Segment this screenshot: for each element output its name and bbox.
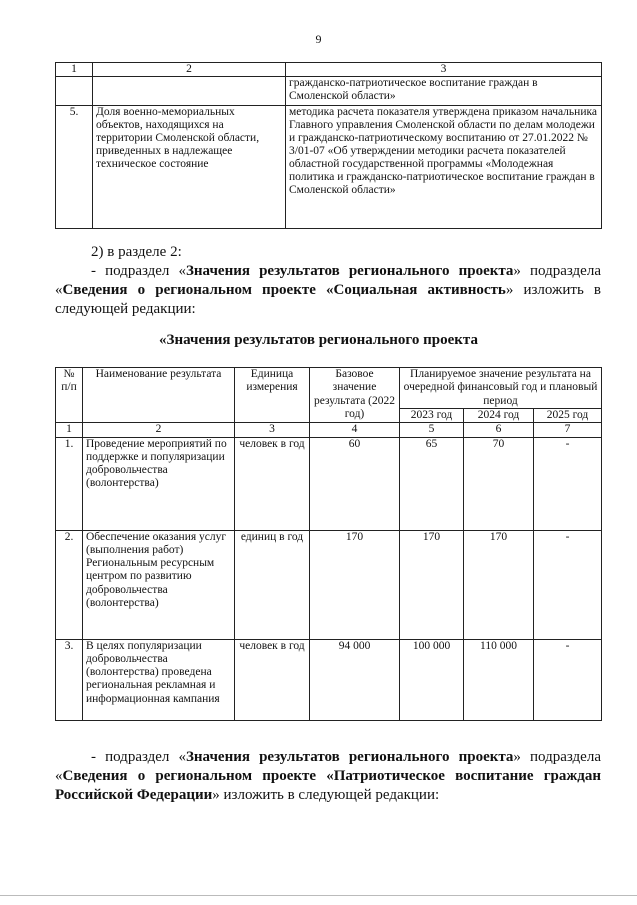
header-year: 2025 год xyxy=(534,409,602,423)
header-planned: Планируемое значение результата на очередной финансовый год и плановый период xyxy=(400,368,602,409)
row-number: 2. xyxy=(56,530,83,639)
table-heading: «Значения результатов регионального проекта xyxy=(159,332,478,348)
header-num: № п/п xyxy=(56,368,83,423)
result-2024: 170 xyxy=(464,530,534,639)
table-row xyxy=(56,77,602,106)
result-base: 60 xyxy=(310,437,400,530)
paragraph-bold: Значения результатов регионального проекта xyxy=(186,263,514,279)
paragraph-text: » изложить в следующей редакции: xyxy=(212,787,440,803)
result-2025: - xyxy=(534,530,602,639)
indicator-name: Доля военно-мемориальных объектов, находящихся на территории Смоленской области, приведенных в надлежащее техническое состояние xyxy=(93,106,286,229)
table-cell xyxy=(56,77,93,106)
paragraph-text: » подраздела « xyxy=(55,263,601,298)
column-number: 7 xyxy=(534,423,602,437)
paragraph-bold: Сведения о региональном проекте «Социальная активность xyxy=(62,282,506,298)
column-number: 4 xyxy=(310,423,400,437)
table-cell: гражданско-патриотическое воспитание граждан в Смоленской области» xyxy=(286,77,602,106)
results-table xyxy=(55,367,602,721)
result-name: Обеспечение оказания услуг (выполнения работ) Региональным ресурсным центром по развитию добровольчества (волонтерства) xyxy=(83,530,235,639)
table-row xyxy=(56,530,602,639)
paragraph-text: - подраздел « xyxy=(91,263,186,279)
column-number: 3 xyxy=(235,423,310,437)
header-year: 2023 год xyxy=(400,409,464,423)
header-base: Базовое значение результата (2022 год) xyxy=(310,368,400,423)
row-number: 5. xyxy=(56,106,93,229)
paragraph-bold: Сведения о региональном проекте «Патриотическое воспитание граждан Российской Федерации xyxy=(55,768,601,803)
paragraph-text: » изложить в следующей редакции: xyxy=(55,282,602,317)
result-2023: 100 000 xyxy=(400,639,464,720)
table-row xyxy=(56,639,602,720)
result-2023: 65 xyxy=(400,437,464,530)
section-paragraph xyxy=(55,243,601,319)
column-number: 5 xyxy=(400,423,464,437)
result-base: 170 xyxy=(310,530,400,639)
result-unit: человек в год xyxy=(235,639,310,720)
header-unit: Единица измерения xyxy=(235,368,310,423)
result-2024: 110 000 xyxy=(464,639,534,720)
table-row xyxy=(56,106,602,229)
column-number: 2 xyxy=(83,423,235,437)
result-2025: - xyxy=(534,639,602,720)
table-header-cell: 3 xyxy=(286,63,602,77)
result-unit: человек в год xyxy=(235,437,310,530)
header-name: Наименование результата xyxy=(83,368,235,423)
result-2023: 170 xyxy=(400,530,464,639)
result-2024: 70 xyxy=(464,437,534,530)
result-name: В целях популяризации добровольчества (волонтерства) проведена региональная рекламная и информационная кампания xyxy=(83,639,235,720)
table-cell xyxy=(93,77,286,106)
result-2025: - xyxy=(534,437,602,530)
table-header-row xyxy=(56,368,602,409)
paragraph-bold: Значения результатов регионального проекта xyxy=(186,749,514,765)
page-number: 9 xyxy=(315,32,322,46)
indicator-method-table xyxy=(55,62,602,229)
indicator-method: методика расчета показателя утверждена приказом начальника Главного управления Смоленской области по делам молодежи и гражданско-патриотическому воспитанию от 27.01.2022 № 3/01-07 «Об утверждении методики расчета показателей областной государственной программы «Молодежная политика и гражданско-патриотическое воспитание граждан в Смоленской области» xyxy=(286,106,602,229)
column-numbers-row xyxy=(56,423,602,437)
result-unit: единиц в год xyxy=(235,530,310,639)
result-name: Проведение мероприятий по поддержке и популяризации добровольчества (волонтерства) xyxy=(83,437,235,530)
row-number: 3. xyxy=(56,639,83,720)
result-base: 94 000 xyxy=(310,639,400,720)
row-number: 1. xyxy=(56,437,83,530)
table-header-row xyxy=(56,63,602,77)
page-edge-line xyxy=(0,895,637,896)
header-year: 2024 год xyxy=(464,409,534,423)
column-number: 1 xyxy=(56,423,83,437)
table-row xyxy=(56,437,602,530)
section-paragraph-2 xyxy=(55,748,601,805)
paragraph-text: - подраздел « xyxy=(91,749,186,765)
table-header-cell: 1 xyxy=(56,63,93,77)
paragraph-text: 2) в разделе 2: xyxy=(91,244,182,260)
paragraph-text: » подраздела « xyxy=(55,749,601,784)
table-header-cell: 2 xyxy=(93,63,286,77)
column-number: 6 xyxy=(464,423,534,437)
